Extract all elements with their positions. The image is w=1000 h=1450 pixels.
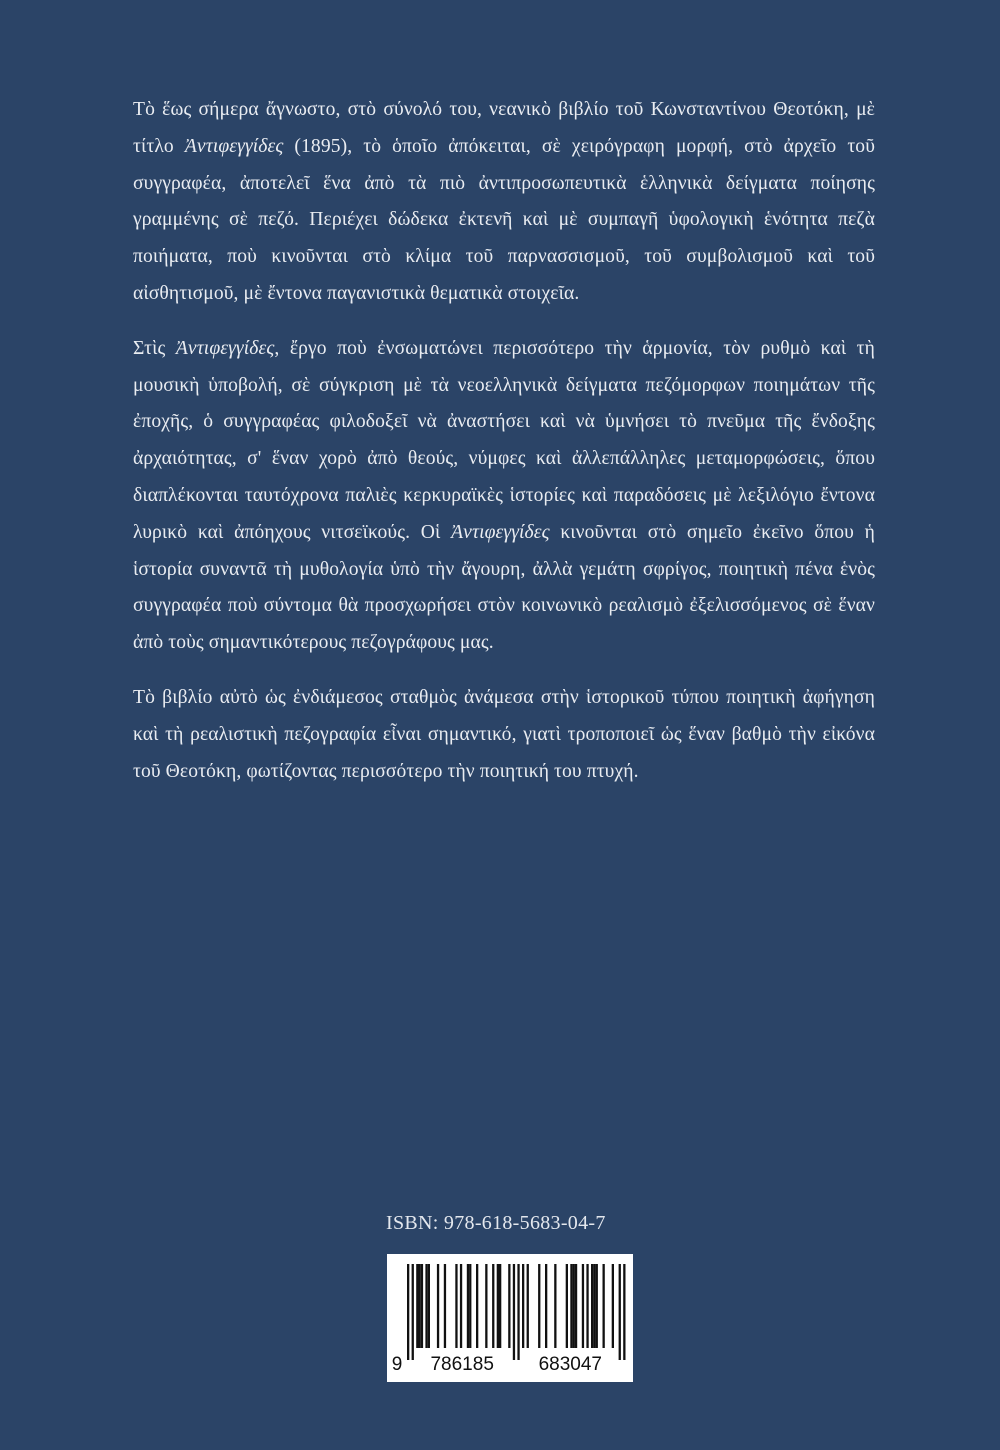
barcode-bar bbox=[596, 1264, 598, 1348]
blurb-text-run: κινοῦνται στὸ σημεῖο ἐκεῖνο ὅπου ἡ ἱστορία συναντᾶ τὴ μυθολογία ὑπὸ τὴν ἄγουρη, ἀλλὰ γεμάτη σφρίγος, ποιητικὴ πένα ἑνὸς συγγραφέα ποὺ σύντομα θὰ προσχωρήσει στὸν κοινωνικὸ ρεαλισμὸ ἐξελισσόμενος σὲ ἕναν ἀπὸ τοὺς σημαντικότερους πεζογράφους μας. bbox=[133, 521, 876, 654]
barcode-lead-digit: 9 bbox=[391, 1354, 403, 1375]
barcode-bar bbox=[497, 1264, 499, 1348]
book-title-italic: Ἀντιφεγγίδες bbox=[175, 337, 275, 359]
book-title-italic: Ἀντιφεγγίδες bbox=[451, 521, 550, 543]
barcode-bar bbox=[492, 1264, 494, 1348]
barcode-guard-bar bbox=[412, 1264, 414, 1360]
isbn-label: ISBN: 978-618-5683-04-7 bbox=[386, 1212, 606, 1234]
barcode-bar bbox=[591, 1264, 593, 1348]
blurb-text-run: , ἔργο ποὺ ἐνσωματώνει περισσότερο τὴν ἁρμονία, τὸν ρυθμὸ καὶ τὴ μουσικὴ ὑποβολή, σὲ σύγκριση μὲ τὰ νεοελληνικὰ δείγματα πεζόμορφων ποιημάτων τῆς ἐποχῆς, ὁ συγγραφέας φιλοδοξεῖ νὰ ἀναστήσει καὶ νὰ ὑμνήσει τὸ πνεῦμα τῆς ἔνδοξης ἀρχαιότητας, σ' ἕναν χορὸ ἀπὸ θεούς, νύμφες καὶ ἀλλεπάλληλες μεταμορφώσεις, ὅπου διαπλέκονται ταυτόχρονα παλιὲς κερκυραϊκὲς ἱστορίες καὶ παραδόσεις μὲ λεξιλόγιο ἔντονα λυρικὸ καὶ ἀπόηχους νιτσεϊκούς. Οἱ bbox=[133, 337, 875, 543]
book-title-italic: Ἀντιφεγγίδες bbox=[184, 135, 284, 157]
barcode-bar bbox=[545, 1264, 547, 1348]
barcode-bar bbox=[538, 1264, 540, 1348]
barcode-bar bbox=[428, 1264, 430, 1348]
barcode-bar bbox=[455, 1264, 457, 1348]
blurb-text-run: (1895), τὸ ὁποῖο ἀπόκειται, σὲ χειρόγραφη μορφή, στὸ ἀρχεῖο τοῦ συγγραφέα, ἀποτελεῖ ἕνα ἀπὸ τὰ πιὸ ἀντιπροσωπευτικὰ ἑλληνικὰ δείγματα ποίησης γραμμένης σὲ πεζό. Περιέχει δώδεκα ἐκτενῆ καὶ μὲ συμπαγῆ ὑφολογικὴ ἑνότητα πεζὰ ποιήματα, ποὺ κινοῦνται στὸ κλίμα τοῦ παρνασσισμοῦ, τοῦ συμβολισμοῦ καὶ τοῦ αἰσθητισμοῦ, μὲ ἔντονα παγανιστικὰ θεματικὰ στοιχεῖα. bbox=[133, 135, 875, 304]
barcode-bar bbox=[421, 1264, 423, 1348]
barcode-bar bbox=[527, 1264, 529, 1348]
barcode-bar bbox=[603, 1264, 605, 1348]
barcode-bar bbox=[437, 1264, 439, 1348]
barcode-bar bbox=[485, 1264, 487, 1348]
barcode-bar bbox=[575, 1264, 577, 1348]
barcode-bar bbox=[499, 1264, 501, 1348]
barcode-bar bbox=[612, 1264, 614, 1348]
barcode-guard-bar bbox=[619, 1264, 621, 1360]
barcode-bar bbox=[522, 1264, 524, 1348]
barcode-bar bbox=[460, 1264, 462, 1348]
blurb-paragraph-2 bbox=[133, 331, 875, 662]
blurb-paragraph-1 bbox=[133, 92, 875, 313]
barcode-bar bbox=[469, 1264, 471, 1348]
blurb-paragraph-3: Τὸ βιβλίο αὐτὸ ὡς ἐνδιάμεσος σταθμὸς ἀνάμεσα στὴν ἱστορικοῦ τύπου ποιητικὴ ἀφήγηση καὶ τὴ ρεαλιστικὴ πεζογραφία εἶναι σημαντικό, γιατὶ τροποποιεῖ ὡς ἕναν βαθμὸ τὴν εἰκόνα τοῦ Θεοτόκη, φωτίζοντας περισσότερο τὴν ποιητική του πτυχή. bbox=[133, 686, 875, 782]
barcode-bar bbox=[467, 1264, 469, 1348]
barcode-guard-bar bbox=[407, 1264, 409, 1360]
barcode-bar bbox=[582, 1264, 584, 1348]
barcode-left-digits: 786185 bbox=[430, 1354, 494, 1375]
barcode-guard-bar bbox=[517, 1264, 519, 1360]
barcode-bar bbox=[419, 1264, 421, 1348]
barcode-guard-bar bbox=[513, 1264, 515, 1360]
barcode-bar bbox=[554, 1264, 556, 1348]
barcode-bar bbox=[566, 1264, 568, 1348]
blurb-text-run: Στὶς bbox=[133, 337, 176, 359]
barcode-bar bbox=[573, 1264, 575, 1348]
blurb-text bbox=[133, 92, 875, 808]
barcode bbox=[387, 1254, 633, 1382]
barcode-bar bbox=[593, 1264, 595, 1348]
barcode-graphic bbox=[387, 1254, 633, 1382]
barcode-bar bbox=[416, 1264, 418, 1348]
barcode-bar bbox=[508, 1264, 510, 1348]
barcode-bar bbox=[570, 1264, 572, 1348]
barcode-bar bbox=[586, 1264, 588, 1348]
barcode-bar bbox=[476, 1264, 478, 1348]
barcode-bar bbox=[425, 1264, 427, 1348]
barcode-guard-bar bbox=[623, 1264, 625, 1360]
barcode-right-digits: 683047 bbox=[538, 1354, 603, 1375]
barcode-bar bbox=[444, 1264, 446, 1348]
blurb-text-run: Τὸ ἕως σήμερα ἄγνωστο, στὸ σύνολό του, νεανικὸ βιβλίο τοῦ Κωνσταντίνου Θεοτόκη, μὲ τίτλο bbox=[133, 99, 875, 157]
